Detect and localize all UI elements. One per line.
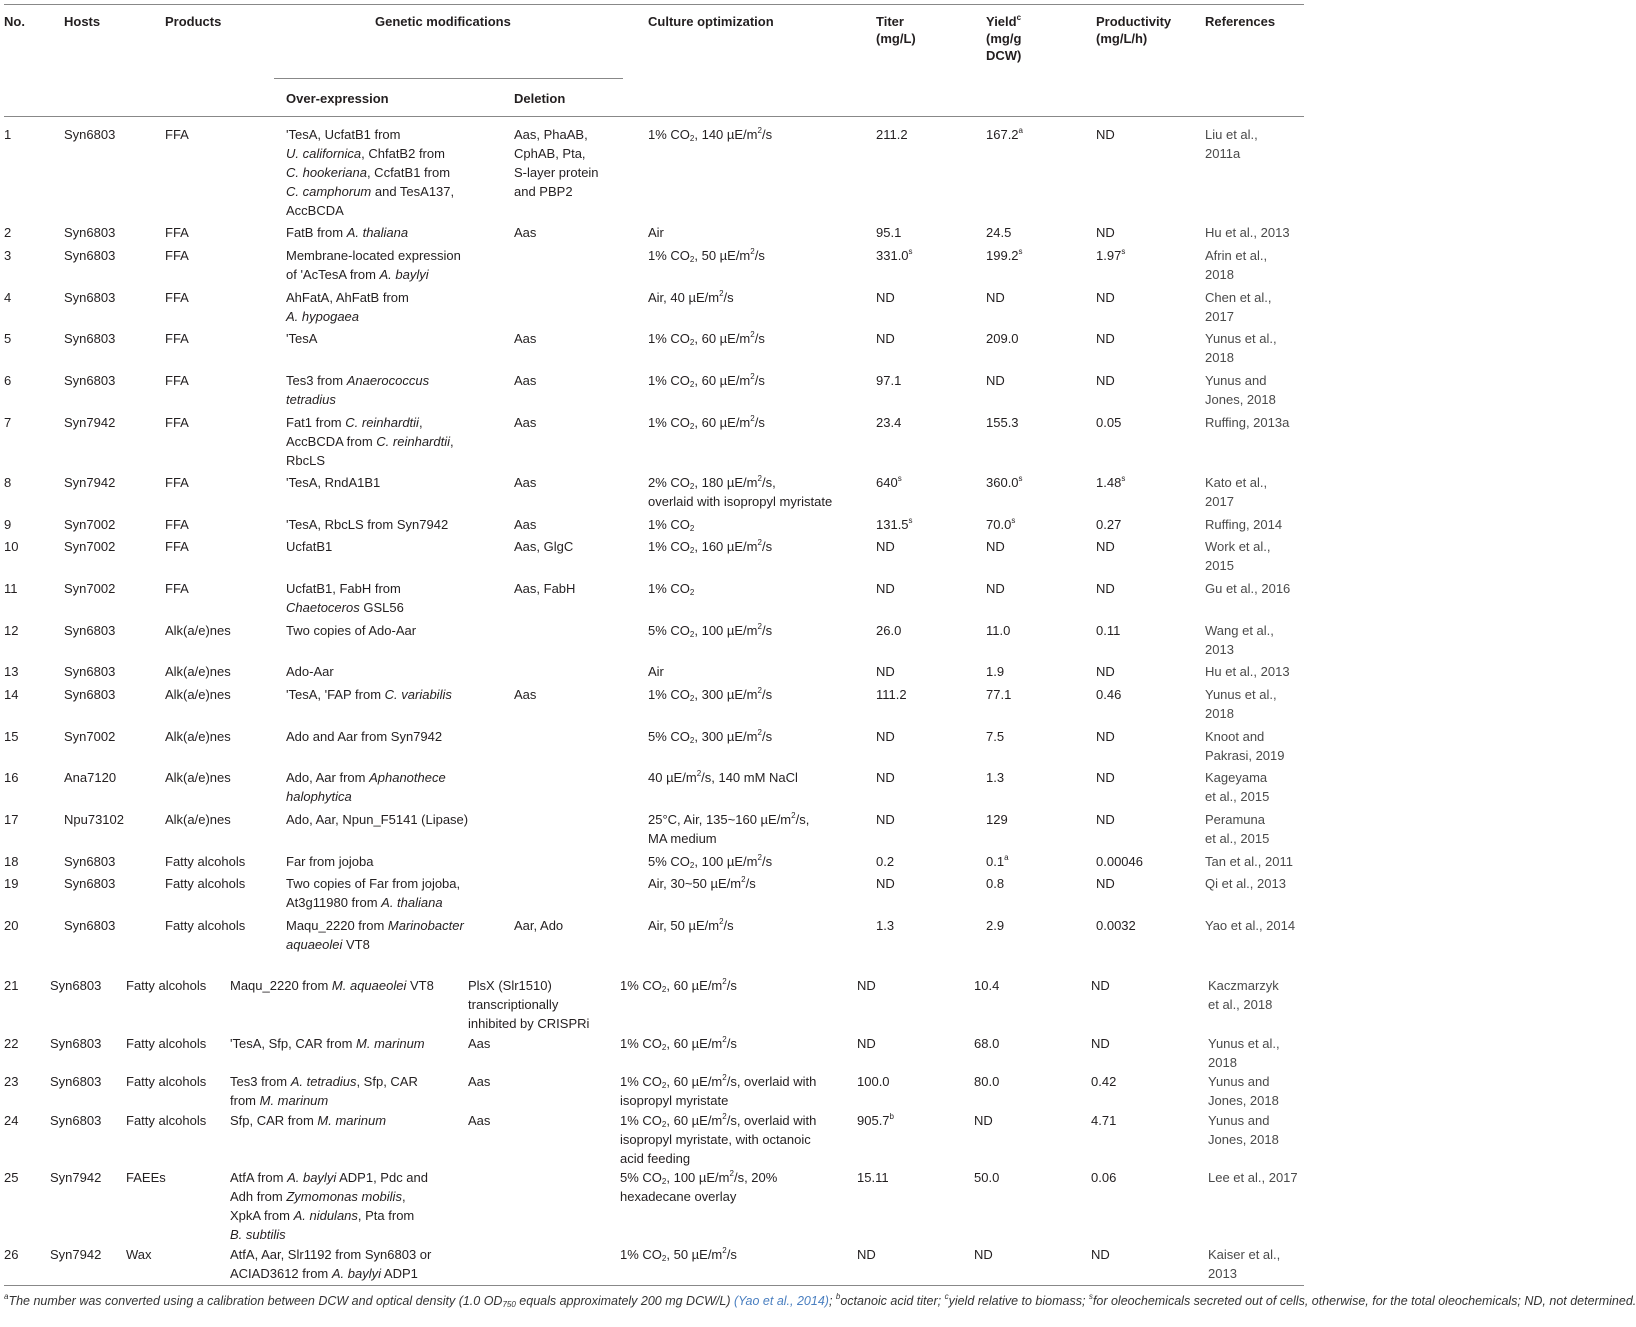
cell-no: 14 [4, 687, 19, 702]
cell-reference[interactable]: Afrin et al., 2018 [1205, 248, 1268, 282]
cell-product: Fatty alcohols [165, 854, 246, 869]
cell-culture: 5% $CO_2$, 100 $\mu E/m^2/s$, 20% hexadecane overlay [620, 1169, 778, 1204]
cell-overexpression: 'TesA, RbcLS from Syn7942 [286, 517, 449, 532]
header-culture-optimization: Culture optimization [648, 14, 774, 29]
cell-yield: 199.2$^s$ [986, 247, 1023, 263]
cell-reference[interactable]: Wang et al., 2013 [1205, 623, 1274, 657]
cell-productivity: 0.11 [1096, 623, 1121, 638]
header-deletion: Deletion [514, 91, 566, 106]
cell-culture: 1% $CO_2$ [648, 581, 695, 597]
cell-titer: ND [876, 539, 895, 554]
cell-reference[interactable]: Kato et al., 2017 [1205, 475, 1268, 509]
cell-productivity: ND [1096, 581, 1115, 596]
cell-host: Syn6803 [64, 854, 116, 869]
cell-reference[interactable]: Peramuna et al., 2015 [1205, 812, 1270, 846]
footnote-citation-link[interactable]: (Yao et al., 2014) [733, 1294, 829, 1308]
cell-deletion: Aas, FabH [514, 581, 576, 596]
cell-overexpression: 'TesA [286, 331, 318, 346]
cell-yield: ND [974, 1247, 993, 1262]
cell-host: Syn6803 [64, 664, 116, 679]
cell-reference[interactable]: Lee et al., 2017 [1208, 1170, 1298, 1185]
cell-no: 21 [4, 978, 19, 993]
cell-no: 12 [4, 623, 19, 638]
table-bottom-rule [4, 1285, 1304, 1286]
cell-reference[interactable]: Yunus et al., 2018 [1205, 331, 1277, 365]
cell-reference[interactable]: Kageyama et al., 2015 [1205, 770, 1270, 804]
cell-culture: 5% $CO_2$, 100 $\mu E/m^2/s$ [648, 622, 773, 639]
cell-no: 26 [4, 1247, 19, 1262]
cell-reference[interactable]: Liu et al., 2011a [1205, 127, 1258, 161]
cell-yield: 360.0$^s$ [986, 474, 1023, 490]
cell-titer: ND [876, 331, 895, 346]
cell-culture: 1% $CO_2$, 60 $\mu E/m^2/s$ [620, 977, 737, 994]
cell-product: Fatty alcohols [126, 1074, 207, 1089]
cell-host: Syn6803 [64, 623, 116, 638]
cell-reference[interactable]: Tan et al., 2011 [1205, 854, 1293, 869]
cell-overexpression: UcfatB1, FabH from Chaetoceros GSL56 [286, 581, 404, 615]
cell-overexpression: Far from jojoba [286, 854, 374, 869]
cell-no: 8 [4, 475, 12, 490]
cell-productivity: ND [1096, 373, 1115, 388]
cell-productivity: ND [1096, 729, 1115, 744]
cell-product: Fatty alcohols [126, 978, 207, 993]
cell-host: Syn7942 [64, 475, 116, 490]
cell-productivity: 0.0032 [1096, 918, 1136, 933]
cell-product: FFA [165, 331, 189, 346]
cell-yield: 50.0 [974, 1170, 1000, 1185]
cell-productivity: ND [1096, 664, 1115, 679]
cell-reference[interactable]: Hu et al., 2013 [1205, 225, 1290, 240]
cell-culture: Air, 50 $\mu E/m^2/s$ [648, 917, 734, 933]
header-products: Products [165, 14, 222, 29]
cell-reference[interactable]: Yunus and Jones, 2018 [1205, 373, 1276, 407]
cell-no: 23 [4, 1074, 19, 1089]
cell-overexpression: Ado-Aar [286, 664, 334, 679]
cell-overexpression: Maqu_2220 from Marinobacter aquaeolei VT8 [286, 918, 464, 952]
cell-productivity: ND [1096, 290, 1115, 305]
header-no: No. [4, 14, 25, 29]
cell-yield: 70.0$^s$ [986, 516, 1016, 532]
cell-culture: 1% $CO_2$, 140 $\mu E/m^2/s$ [648, 126, 773, 143]
cell-reference[interactable]: Kaiser et al., 2013 [1208, 1247, 1281, 1281]
cell-titer: ND [876, 770, 895, 785]
cell-deletion: PlsX (Slr1510) transcriptionally inhibited by CRISPRi [468, 978, 590, 1031]
cell-no: 9 [4, 517, 12, 532]
cell-no: 17 [4, 812, 19, 827]
cell-overexpression: Two copies of Ado-Aar [286, 623, 417, 638]
cell-host: Syn7942 [50, 1247, 102, 1262]
cell-reference[interactable]: Yao et al., 2014 [1205, 918, 1296, 933]
cell-productivity: ND [1096, 225, 1115, 240]
cell-no: 15 [4, 729, 19, 744]
cell-product: FFA [165, 415, 189, 430]
cell-deletion: Aas [468, 1074, 491, 1089]
cell-overexpression: Fat1 from C. reinhardtii, AccBCDA from C. reinhardtii, RbcLS [286, 415, 454, 468]
cell-host: Syn7942 [50, 1170, 102, 1185]
cell-culture: 25°C, Air, 135~160 $\mu E/m^2/s$, MA medium [648, 811, 810, 846]
cell-host: Syn6803 [64, 127, 116, 142]
cell-overexpression: AhFatA, AhFatB from A. hypogaea [286, 290, 409, 324]
cell-overexpression: AtfA from A. baylyi ADP1, Pdc and Adh from Zymomonas mobilis, XpkA from A. nidulans, Pta from B. subtilis [230, 1170, 428, 1242]
cell-culture: Air [648, 225, 664, 240]
cell-productivity: 0.06 [1091, 1170, 1117, 1185]
cell-yield: ND [974, 1113, 993, 1128]
cell-deletion: Aas [514, 687, 537, 702]
cell-culture: 1% $CO_2$, 60 $\mu E/m^2/s$, overlaid with isopropyl myristate [620, 1073, 817, 1108]
cell-product: Alk(a/e)nes [165, 770, 231, 785]
cell-host: Syn6803 [64, 876, 116, 891]
header-productivity: Productivity (mg/L/h) [1096, 14, 1172, 46]
cell-culture: 1% $CO_2$, 160 $\mu E/m^2/s$ [648, 538, 773, 555]
cell-product: Alk(a/e)nes [165, 729, 231, 744]
cell-reference[interactable]: Yunus et al., 2018 [1208, 1036, 1280, 1070]
cell-product: Alk(a/e)nes [165, 812, 231, 827]
cell-product: FFA [165, 517, 189, 532]
cell-reference[interactable]: Yunus et al., 2018 [1205, 687, 1277, 721]
cell-titer: 1.3 [876, 918, 895, 933]
header-titer: Titer (mg/L) [876, 14, 916, 46]
cell-reference[interactable]: Knoot and Pakrasi, 2019 [1205, 729, 1285, 763]
cell-overexpression: Ado, Aar from Aphanothece halophytica [286, 770, 446, 804]
cell-yield: ND [986, 581, 1005, 596]
cell-deletion: Aas [514, 475, 537, 490]
header-hosts: Hosts [64, 14, 101, 29]
footnote-text-cont: ; $^b$octanoic acid titer; $^c$yield relative to biomass; $^s$for oleochemicals secreted out of cells, otherwise, for the total oleochemicals; ND, not determined. [828, 1292, 1636, 1308]
cell-yield: 77.1 [986, 687, 1012, 702]
cell-yield: 209.0 [986, 331, 1019, 346]
cell-deletion: Aas [514, 517, 537, 532]
cell-culture: 2% $CO_2$, 180 $\mu E/m^2/s$, overlaid with isopropyl myristate [648, 474, 833, 509]
header-genetic-modifications: Genetic modifications [375, 14, 511, 29]
cell-yield: 155.3 [986, 415, 1019, 430]
cell-host: Syn6803 [64, 331, 116, 346]
cell-host: Syn6803 [64, 248, 116, 263]
cell-product: FFA [165, 290, 189, 305]
cell-titer: ND [876, 729, 895, 744]
cell-deletion: Aas [514, 415, 537, 430]
cell-culture: Air, 40 $\mu E/m^2/s$ [648, 289, 734, 305]
header-over-expression: Over-expression [286, 91, 389, 106]
cell-yield: 24.5 [986, 225, 1012, 240]
cell-culture: Air, 30~50 $\mu E/m^2/s$ [648, 875, 756, 891]
cell-product: Alk(a/e)nes [165, 623, 231, 638]
cell-host: Npu73102 [64, 812, 124, 827]
cell-yield: 7.5 [986, 729, 1005, 744]
cell-culture: 1% $CO_2$, 300 $\mu E/m^2/s$ [648, 686, 773, 703]
cell-overexpression: Two copies of Far from jojoba, At3g11980 from A. thaliana [286, 876, 461, 910]
cell-deletion: Aas, GlgC [514, 539, 574, 554]
cell-titer: 905.7$^b$ [857, 1112, 894, 1128]
cell-titer: 95.1 [876, 225, 902, 240]
header-yield: Yield$^c$ (mg/g DCW) [986, 13, 1022, 63]
footnote-text: $^a$The number was converted using a calibration between DCW and optical density (1.0 $OD_{750}$ equals approximately 200 mg DCW/L) [4, 1292, 734, 1309]
cell-culture: 1% $CO_2$, 60 $\mu E/m^2/s$ [648, 414, 765, 431]
cell-culture: 1% $CO_2$, 60 $\mu E/m^2/s$, overlaid with isopropyl myristate, with octanoic acid feeding [620, 1112, 817, 1166]
cell-yield: ND [986, 290, 1005, 305]
cell-no: 11 [4, 581, 18, 596]
cell-productivity: ND [1096, 770, 1115, 785]
cell-productivity: ND [1091, 1247, 1110, 1262]
cell-titer: 331.0$^s$ [876, 247, 913, 263]
cell-titer: ND [876, 812, 895, 827]
cell-host: Syn6803 [64, 687, 116, 702]
cell-no: 4 [4, 290, 12, 305]
cell-productivity: 0.42 [1091, 1074, 1117, 1089]
cell-no: 6 [4, 373, 12, 388]
cell-host: Syn7002 [64, 517, 116, 532]
cell-no: 20 [4, 918, 19, 933]
cell-culture: 40 $\mu E/m^2/s$, 140 mM NaCl [648, 769, 798, 785]
header-bottom-rule [4, 116, 1304, 117]
cell-no: 3 [4, 248, 12, 263]
cell-productivity: ND [1096, 876, 1115, 891]
cell-host: Syn6803 [64, 225, 116, 240]
cell-overexpression: 'TesA, 'FAP from C. variabilis [286, 687, 452, 702]
cell-titer: 640$^s$ [876, 474, 902, 490]
header-references: References [1205, 14, 1276, 29]
cell-culture: 1% $CO_2$ [648, 517, 695, 533]
table-footnote [4, 1292, 1636, 1310]
cell-yield: 1.9 [986, 664, 1005, 679]
cell-titer: 15.11 [857, 1170, 889, 1185]
cell-titer: 0.2 [876, 854, 895, 869]
cell-titer: ND [857, 1247, 876, 1262]
cell-culture: 1% $CO_2$, 50 $\mu E/m^2/s$ [620, 1246, 737, 1263]
cell-no: 24 [4, 1113, 19, 1128]
cell-product: Fatty alcohols [126, 1036, 207, 1051]
cell-yield: 2.9 [986, 918, 1005, 933]
cell-overexpression: 'TesA, UcfatB1 from U. californica, ChfatB2 from C. hookeriana, CcfatB1 from C. camphorum and TesA137, AccBCDA [286, 127, 455, 218]
cell-no: 10 [4, 539, 19, 554]
cell-reference[interactable]: Yunus and Jones, 2018 [1208, 1074, 1279, 1108]
cell-host: Syn7002 [64, 729, 116, 744]
cell-reference[interactable]: Qi et al., 2013 [1205, 876, 1286, 891]
cell-overexpression: Membrane-located expression of 'AcTesA from A. baylyi [286, 248, 461, 282]
cell-host: Syn6803 [50, 1113, 102, 1128]
cell-reference[interactable]: Work et al., 2015 [1205, 539, 1271, 573]
cell-no: 1 [4, 127, 12, 142]
cell-deletion: Aas [468, 1113, 491, 1128]
cell-productivity: 0.00046 [1096, 854, 1143, 869]
cell-overexpression: FatB from A. thaliana [286, 225, 409, 240]
cell-titer: 131.5$^s$ [876, 516, 913, 532]
cell-host: Syn7942 [64, 415, 116, 430]
cell-yield: 68.0 [974, 1036, 1000, 1051]
cell-host: Syn6803 [50, 1074, 102, 1089]
cell-product: FAEEs [126, 1170, 166, 1185]
cell-yield: 1.3 [986, 770, 1005, 785]
cell-overexpression: UcfatB1 [286, 539, 333, 554]
cell-titer: 100.0 [857, 1074, 890, 1089]
cell-overexpression: Ado, Aar, Npun_F5141 (Lipase) [286, 812, 469, 827]
cell-titer: 211.2 [876, 127, 908, 142]
cell-productivity: 0.27 [1096, 517, 1122, 532]
cell-productivity: 1.48$^s$ [1096, 474, 1126, 490]
cell-yield: ND [986, 539, 1005, 554]
cell-product: Alk(a/e)nes [165, 687, 231, 702]
cell-yield: 167.2$^a$ [986, 126, 1023, 142]
cell-host: Syn6803 [50, 1036, 102, 1051]
cell-reference[interactable]: Ruffing, 2013a [1205, 415, 1290, 430]
cell-productivity: 1.97$^s$ [1096, 247, 1126, 263]
cell-overexpression: AtfA, Aar, Slr1192 from Syn6803 or ACIAD3612 from A. baylyi ADP1 [230, 1247, 432, 1281]
cell-product: Fatty alcohols [165, 876, 246, 891]
cell-culture: 1% $CO_2$, 60 $\mu E/m^2/s$ [648, 372, 765, 389]
cell-titer: ND [876, 664, 895, 679]
cell-overexpression: Tes3 from A. tetradius, Sfp, CAR from M. marinum [230, 1074, 418, 1108]
cell-culture: 5% $CO_2$, 300 $\mu E/m^2/s$ [648, 728, 773, 745]
cell-no: 16 [4, 770, 19, 785]
cell-titer: ND [876, 581, 895, 596]
cell-deletion: Aas [468, 1036, 491, 1051]
cell-productivity: ND [1096, 331, 1115, 346]
cell-product: Wax [126, 1247, 152, 1262]
cell-culture: 1% $CO_2$, 50 $\mu E/m^2/s$ [648, 247, 765, 264]
cell-reference[interactable]: Gu et al., 2016 [1205, 581, 1291, 596]
cell-yield: 80.0 [974, 1074, 1000, 1089]
cell-reference[interactable]: Hu et al., 2013 [1205, 664, 1290, 679]
cell-no: 19 [4, 876, 19, 891]
cell-productivity: 0.46 [1096, 687, 1122, 702]
cell-no: 18 [4, 854, 19, 869]
cell-product: FFA [165, 539, 189, 554]
cell-productivity: ND [1096, 539, 1115, 554]
table-top-rule [4, 4, 1304, 5]
cell-product: FFA [165, 475, 189, 490]
cell-productivity: ND [1096, 127, 1115, 142]
cell-yield: 10.4 [974, 978, 1000, 993]
cell-host: Syn6803 [64, 373, 116, 388]
cell-product: FFA [165, 248, 189, 263]
cell-overexpression: Sfp, CAR from M. marinum [230, 1113, 387, 1128]
cell-culture: 5% $CO_2$, 100 $\mu E/m^2/s$ [648, 853, 773, 870]
cell-reference[interactable]: Ruffing, 2014 [1205, 517, 1283, 532]
cell-no: 22 [4, 1036, 19, 1051]
cell-titer: ND [876, 290, 895, 305]
cell-yield: ND [986, 373, 1005, 388]
cell-no: 25 [4, 1170, 19, 1185]
cell-productivity: ND [1091, 978, 1110, 993]
cell-deletion: Aas, PhaAB, CphAB, Pta, S-layer protein and PBP2 [514, 127, 599, 199]
cell-host: Ana7120 [64, 770, 117, 785]
cell-host: Syn6803 [64, 290, 116, 305]
cell-host: Syn6803 [64, 918, 116, 933]
cell-yield: 0.8 [986, 876, 1005, 891]
cell-titer: 111.2 [876, 687, 907, 702]
cell-deletion: Aas [514, 331, 537, 346]
cell-no: 2 [4, 225, 12, 240]
cell-product: Fatty alcohols [126, 1113, 207, 1128]
cell-product: Fatty alcohols [165, 918, 246, 933]
cell-product: FFA [165, 225, 189, 240]
cell-no: 7 [4, 415, 12, 430]
cell-yield: 0.1$^a$ [986, 853, 1009, 869]
cell-overexpression: 'TesA, Sfp, CAR from M. marinum [230, 1036, 425, 1051]
cell-product: FFA [165, 373, 189, 388]
cell-host: Syn7002 [64, 539, 116, 554]
cell-deletion: Aas [514, 225, 537, 240]
genetic-subheader-rule [274, 78, 623, 79]
cell-titer: ND [876, 876, 895, 891]
cell-deletion: Aar, Ado [514, 918, 564, 933]
cell-no: 5 [4, 331, 12, 346]
cell-productivity: ND [1096, 812, 1115, 827]
cell-culture: 1% $CO_2$, 60 $\mu E/m^2/s$ [648, 330, 765, 347]
cell-host: Syn6803 [50, 978, 102, 993]
cell-reference[interactable]: Yunus and Jones, 2018 [1208, 1113, 1279, 1147]
cell-yield: 11.0 [986, 623, 1011, 638]
cell-titer: 97.1 [876, 373, 902, 388]
cell-overexpression: 'TesA, RndA1B1 [286, 475, 381, 490]
cell-titer: ND [857, 1036, 876, 1051]
cell-titer: ND [857, 978, 876, 993]
cell-reference[interactable]: Kaczmarzyk et al., 2018 [1208, 978, 1279, 1012]
cell-productivity: ND [1091, 1036, 1110, 1051]
cell-culture: 1% $CO_2$, 60 $\mu E/m^2/s$ [620, 1035, 737, 1052]
cell-titer: 23.4 [876, 415, 902, 430]
cell-overexpression: Tes3 from Anaerococcus tetradius [286, 373, 430, 407]
cell-no: 13 [4, 664, 19, 679]
cell-product: Alk(a/e)nes [165, 664, 231, 679]
cell-productivity: 0.05 [1096, 415, 1122, 430]
cell-overexpression: Ado and Aar from Syn7942 [286, 729, 443, 744]
cell-yield: 129 [986, 812, 1008, 827]
cell-product: FFA [165, 581, 189, 596]
cell-host: Syn7002 [64, 581, 116, 596]
cell-overexpression: Maqu_2220 from M. aquaeolei VT8 [230, 978, 434, 993]
cell-reference[interactable]: Chen et al., 2017 [1205, 290, 1272, 324]
cell-deletion: Aas [514, 373, 537, 388]
cell-culture: Air [648, 664, 664, 679]
cell-titer: 26.0 [876, 623, 902, 638]
cell-productivity: 4.71 [1091, 1113, 1117, 1128]
cell-product: FFA [165, 127, 189, 142]
